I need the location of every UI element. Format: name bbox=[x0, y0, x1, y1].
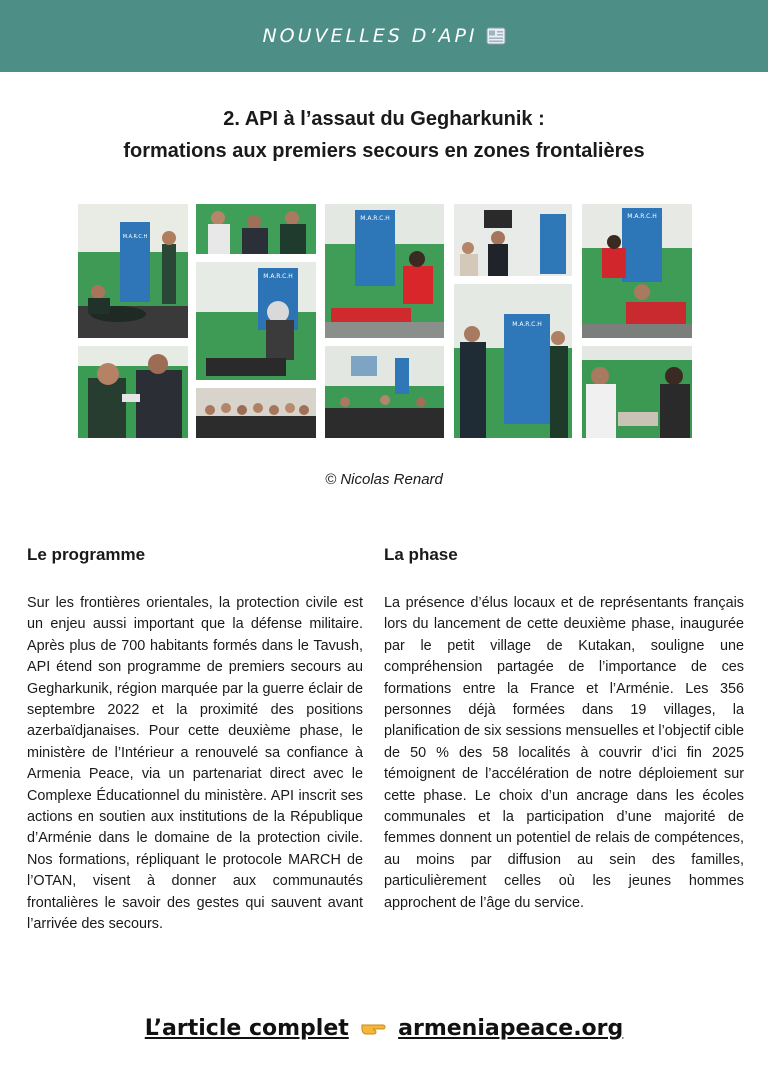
photo-instructor-briefing bbox=[454, 204, 572, 276]
photo-trainees-practice bbox=[582, 346, 692, 438]
left-column-heading: Le programme bbox=[27, 545, 146, 564]
photo-group-portrait bbox=[196, 388, 316, 438]
article-title-line-1: 2. API à l’assaut du Gegharkunik : bbox=[223, 108, 545, 130]
footer-website-link[interactable]: armeniapeace.org bbox=[398, 1016, 624, 1041]
banner-label: M.A.R.C.H bbox=[360, 215, 390, 222]
photo-casualty-care bbox=[582, 204, 692, 338]
banner-label: M.A.R.C.H bbox=[627, 213, 657, 220]
right-column-heading: La phase bbox=[384, 545, 458, 564]
banner-label: M.A.R.C.H bbox=[512, 321, 542, 328]
newsletter-title: NOUVELLES D’API bbox=[262, 25, 478, 47]
photo-credit: © Nicolas Renard bbox=[325, 471, 443, 488]
banner-label: M.A.R.C.H bbox=[122, 234, 148, 240]
footer-article-text[interactable]: L’article complet bbox=[144, 1016, 349, 1041]
left-column bbox=[27, 544, 363, 936]
photo-bandage-practice bbox=[78, 346, 188, 438]
newspaper-icon bbox=[486, 27, 506, 45]
photo-collage bbox=[78, 204, 692, 438]
footer-link-row[interactable] bbox=[0, 1016, 768, 1041]
photo-training-banner bbox=[78, 204, 188, 338]
photo-classroom-session bbox=[325, 346, 444, 438]
photo-group-exercise bbox=[196, 204, 316, 254]
pointing-hand-icon bbox=[360, 1017, 386, 1037]
right-column-body: La présence d’élus locaux et de représentants français lors du lancement de cette deuxième phase, inaugurée par le petit village de Kutakan, souligne une compréhension partagée de l’importance de ces formations entre la France et l’Arménie. Les 356 personnes déjà formées dans 19 villages, la planification de six sessions mensuelles et l’objectif cible de 50 % des 58 localités à couvrir d’ici fin 2025 témoignent de l’accélération de notre déploiement sur cette phase. Le choix d’un ancrage dans les écoles communales et la participation d’une majorité de femmes donnent un potentiel de relais de compétences, au moins par diffusion au sein des familles, particulièrement celles où les jeunes hommes approchent de l’âge du service. bbox=[384, 595, 744, 911]
article-title-line-2: formations aux premiers secours en zones frontalières bbox=[123, 140, 645, 162]
photo-officials-presentation bbox=[454, 284, 572, 438]
right-column bbox=[384, 544, 744, 914]
article-title bbox=[0, 103, 768, 167]
left-column-body: Sur les frontières orientales, la protection civile est un enjeu aussi important que la défense militaire. Après plus de 700 habitants formés dans le Tavush, API étend son programme de premiers secours au Gegharkunik, région marquée par la guerre éclair de septembre 2022 et la proximité des positions azerbaïdjanaises. Pour cette deuxième phase, le ministère de l’Intérieur a renouvelé sa confiance à Armenia Peace, via un partenariat direct avec le Complexe Éducationnel du ministère. API inscrit ses actions en soutien aux institutions de la République d’Arménie dans le domaine de la protection civile. Nos formations, répliquant le protocole MARCH de l’OTAN, visent à donner aux communautés frontalières le savoir des gestes qui sauvent avant l’arrivée des secours. bbox=[27, 595, 363, 933]
photo-cpr-demonstration bbox=[325, 204, 444, 338]
header-bar bbox=[0, 0, 768, 72]
banner-label: M.A.R.C.H bbox=[263, 273, 293, 280]
photo-recovery-position bbox=[196, 262, 316, 380]
